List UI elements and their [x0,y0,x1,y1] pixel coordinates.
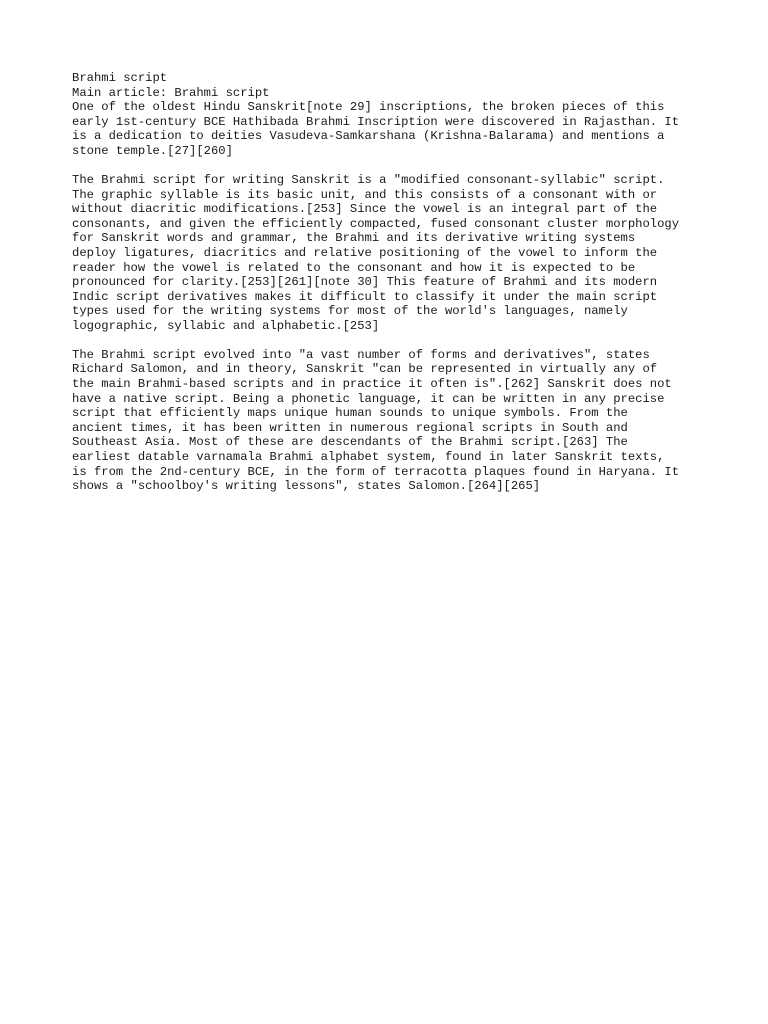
document-page [72,71,712,508]
paragraph-3 [72,348,712,494]
paragraph-line: stone temple.[27][260] [72,143,233,158]
paragraph-line: pronounced for clarity.[253][261][note 30] This feature of Brahmi and its modern [72,275,658,290]
paragraph-line: earliest datable varnamala Brahmi alphabet system, found in later Sanskrit texts, [72,450,665,465]
paragraph-line: the main Brahmi-based scripts and in practice it often is".[262] Sanskrit does not [72,377,672,392]
paragraph-line: One of the oldest Hindu Sanskrit[note 29] inscriptions, the broken pieces of this [72,100,665,115]
paragraph-line: Southeast Asia. Most of these are descendants of the Brahmi script.[263] The [72,435,628,450]
paragraph-line: reader how the vowel is related to the consonant and how it is expected to be [72,260,636,275]
paragraph-line: The Brahmi script for writing Sanskrit is a "modified consonant-syllabic" script. [72,172,665,187]
section-title: Brahmi script [72,71,168,85]
paragraph-line: without diacritic modifications.[253] Since the vowel is an integral part of the [72,202,658,217]
paragraph-line: Richard Salomon, and in theory, Sanskrit "can be represented in virtually any of [72,362,658,377]
paragraph-1 [72,100,712,158]
paragraph-line: shows a "schoolboy's writing lessons", states Salomon.[264][265] [72,479,541,494]
paragraph-line: deploy ligatures, diacritics and relative positioning of the vowel to inform the [72,245,658,260]
paragraph-line: for Sanskrit words and grammar, the Brahmi and its derivative writing systems [72,231,636,246]
paragraph-line: logographic, syllabic and alphabetic.[253] [72,318,380,333]
paragraph-line: Indic script derivatives makes it difficult to classify it under the main script [72,289,658,304]
paragraph-line: The graphic syllable is its basic unit, and this consists of a consonant with or [72,187,658,202]
main-article-link: Main article: Brahmi script [72,85,270,100]
paragraph-2 [72,173,712,334]
paragraph-line: ancient times, it has been written in numerous regional scripts in South and [72,420,628,435]
paragraph-line: have a native script. Being a phonetic language, it can be written in any precise [72,391,665,406]
paragraph-line: early 1st-century BCE Hathibada Brahmi Inscription were discovered in Rajasthan. It [72,114,680,129]
paragraph-line: is a dedication to deities Vasudeva-Samkarshana (Krishna-Balarama) and mentions a [72,129,665,144]
paragraph-line: is from the 2nd-century BCE, in the form of terracotta plaques found in Haryana. It [72,464,680,479]
paragraph-line: The Brahmi script evolved into "a vast number of forms and derivatives", states [72,347,650,362]
paragraph-line: script that efficiently maps unique human sounds to unique symbols. From the [72,406,628,421]
paragraph-line: consonants, and given the efficiently compacted, fused consonant cluster morphology [72,216,680,231]
paragraph-line: types used for the writing systems for most of the world's languages, namely [72,304,628,319]
